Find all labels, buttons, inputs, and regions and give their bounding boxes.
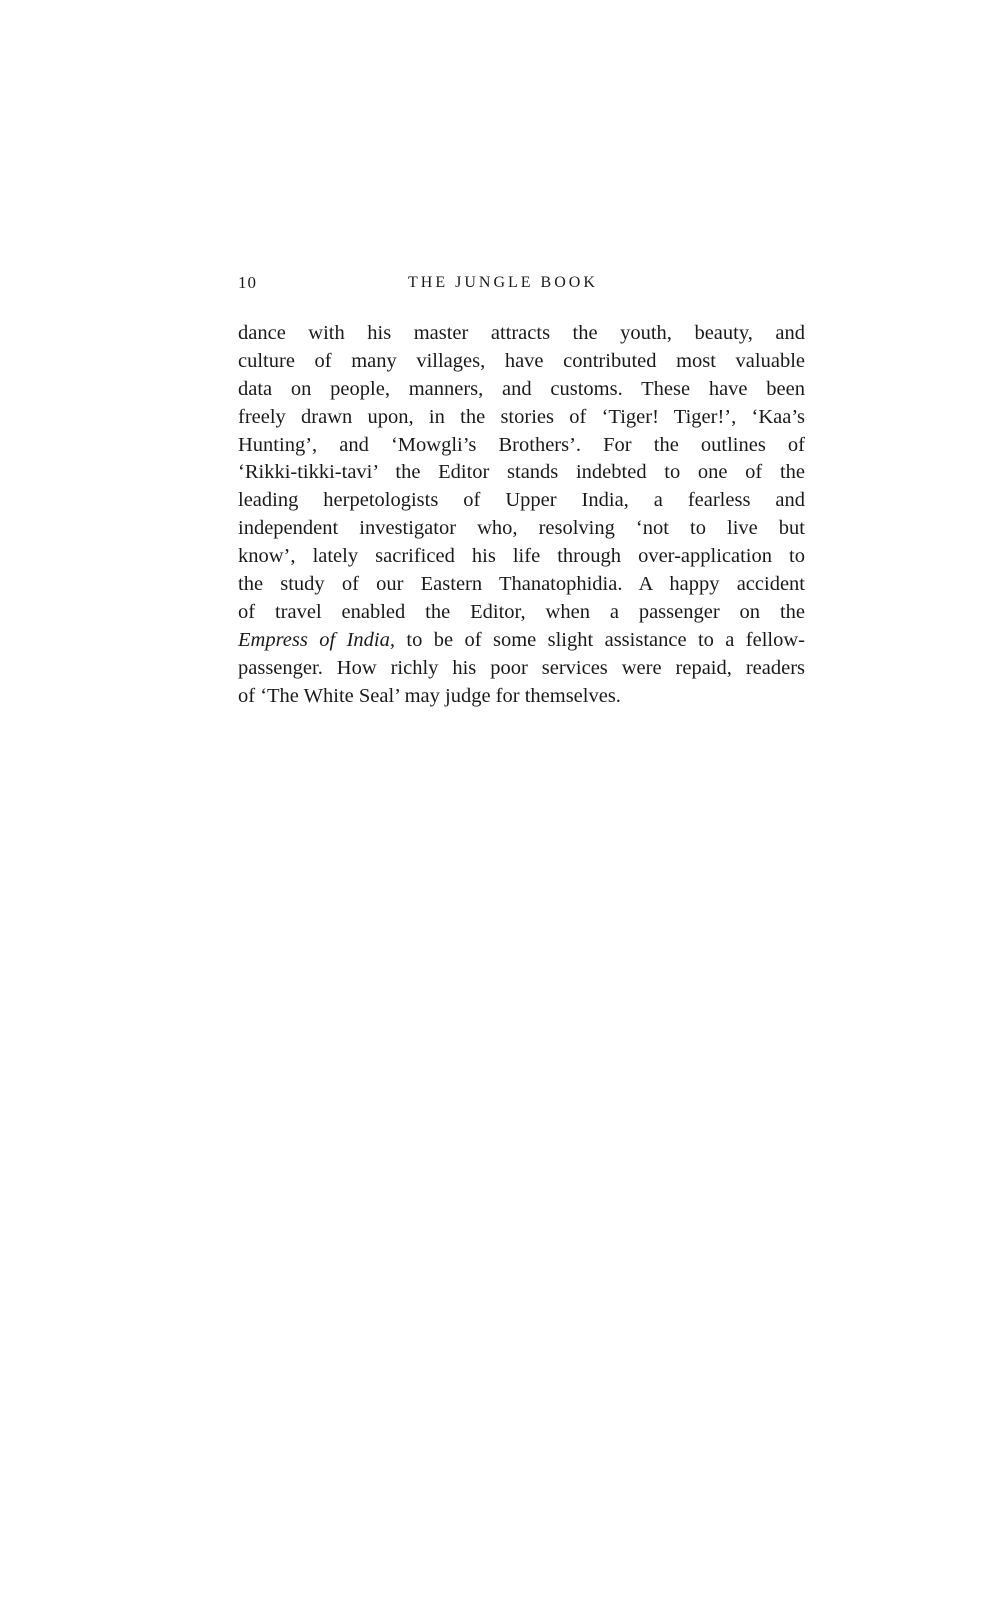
text-line bbox=[238, 627, 805, 655]
text-line-last: of ‘The White Seal’ may judge for themselves. bbox=[238, 684, 621, 707]
body-paragraph bbox=[238, 320, 805, 710]
text-line: Hunting’, and ‘Mowgli’s Brothers’. For the outlines of bbox=[238, 433, 805, 456]
running-head bbox=[238, 270, 805, 296]
text-line: passenger. How richly his poor services were repaid, readers bbox=[238, 656, 805, 679]
text-line: data on people, manners, and customs. These have been bbox=[238, 377, 805, 400]
text-line: leading herpetologists of Upper India, a fearless and bbox=[238, 489, 805, 512]
text-line-remainder: to be of some slight assistance to a fellow- bbox=[395, 628, 805, 651]
text-line: dance with his master attracts the youth, beauty, and bbox=[238, 322, 805, 344]
text-line: ‘Rikki-tikki-tavi’ the Editor stands indebted to one of the bbox=[238, 461, 805, 484]
ship-name-italic: Empress of India, bbox=[238, 628, 395, 651]
page-number: 10 bbox=[238, 273, 257, 292]
text-line: freely drawn upon, in the stories of ‘Tiger! Tiger!’, ‘Kaa’s bbox=[238, 405, 805, 428]
text-line: culture of many villages, have contributed most valuable bbox=[238, 349, 805, 372]
text-line: the study of our Eastern Thanatophidia. A happy accident bbox=[238, 573, 805, 596]
text-line: of travel enabled the Editor, when a passenger on the bbox=[238, 600, 805, 623]
text-line: know’, lately sacrificed his life through over-application to bbox=[238, 545, 805, 568]
text-line: independent investigator who, resolving ‘not to live but bbox=[238, 517, 805, 540]
book-title: THE JUNGLE BOOK bbox=[408, 274, 598, 291]
